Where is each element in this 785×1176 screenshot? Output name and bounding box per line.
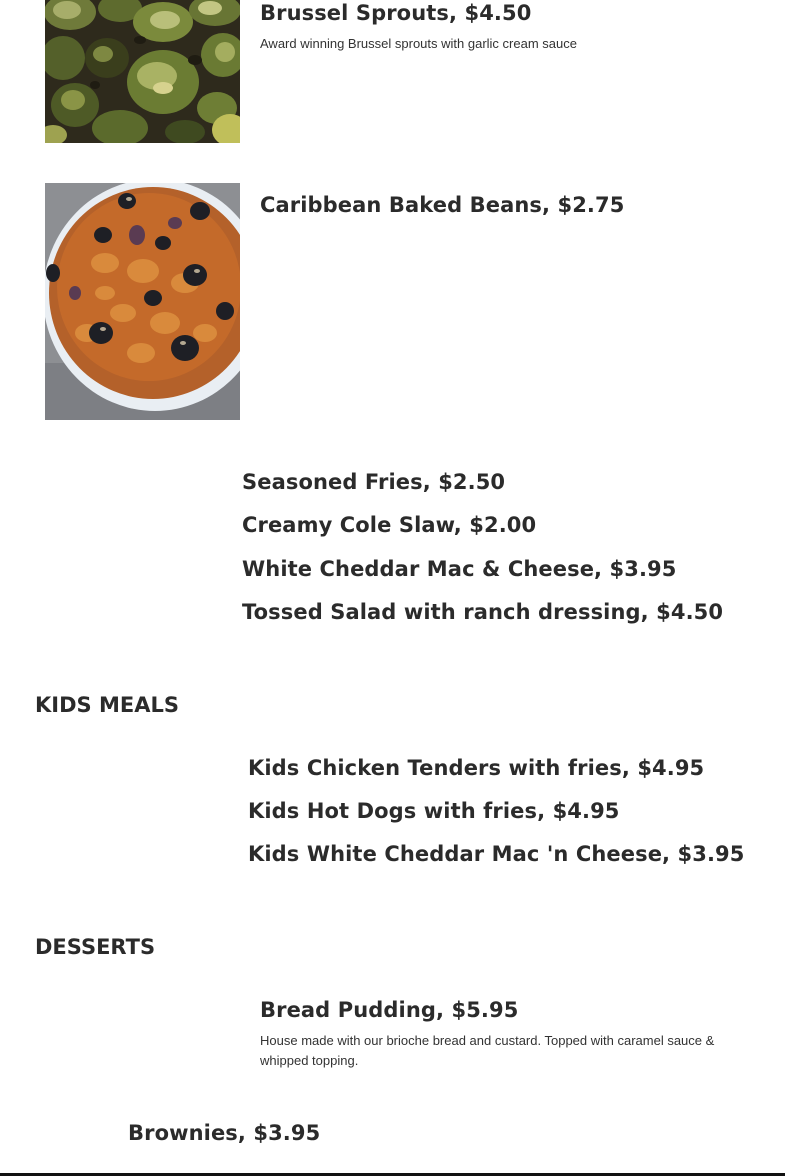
bread-pudding-description: House made with our brioche bread and custard. Topped with caramel sauce & whipped topping.: [260, 1033, 715, 1068]
baked-beans-photo: [45, 183, 240, 420]
seasoned-fries-item: Seasoned Fries, $2.50: [242, 470, 506, 494]
tossed-salad-item: Tossed Salad with ranch dressing, $4.50: [242, 600, 724, 624]
kids-meals-heading: KIDS MEALS: [35, 693, 179, 717]
brownies-title: Brownies, $3.95: [128, 1121, 321, 1145]
desserts-heading: DESSERTS: [35, 935, 156, 959]
kids-chicken-tenders-item: Kids Chicken Tenders with fries, $4.95: [248, 756, 705, 780]
brussel-sprouts-description: Award winning Brussel sprouts with garlic cream sauce: [260, 36, 577, 51]
caribbean-beans-title: Caribbean Baked Beans, $2.75: [260, 193, 625, 217]
kids-hot-dogs-item: Kids Hot Dogs with fries, $4.95: [248, 799, 620, 823]
brussel-sprouts-photo: [45, 0, 240, 143]
mac-and-cheese-item: White Cheddar Mac & Cheese, $3.95: [242, 557, 677, 581]
brussel-sprouts-title: Brussel Sprouts, $4.50: [260, 1, 532, 25]
bread-pudding-title: Bread Pudding, $5.95: [260, 998, 519, 1022]
cole-slaw-item: Creamy Cole Slaw, $2.00: [242, 513, 537, 537]
kids-mac-cheese-item: Kids White Cheddar Mac 'n Cheese, $3.95: [248, 842, 745, 866]
